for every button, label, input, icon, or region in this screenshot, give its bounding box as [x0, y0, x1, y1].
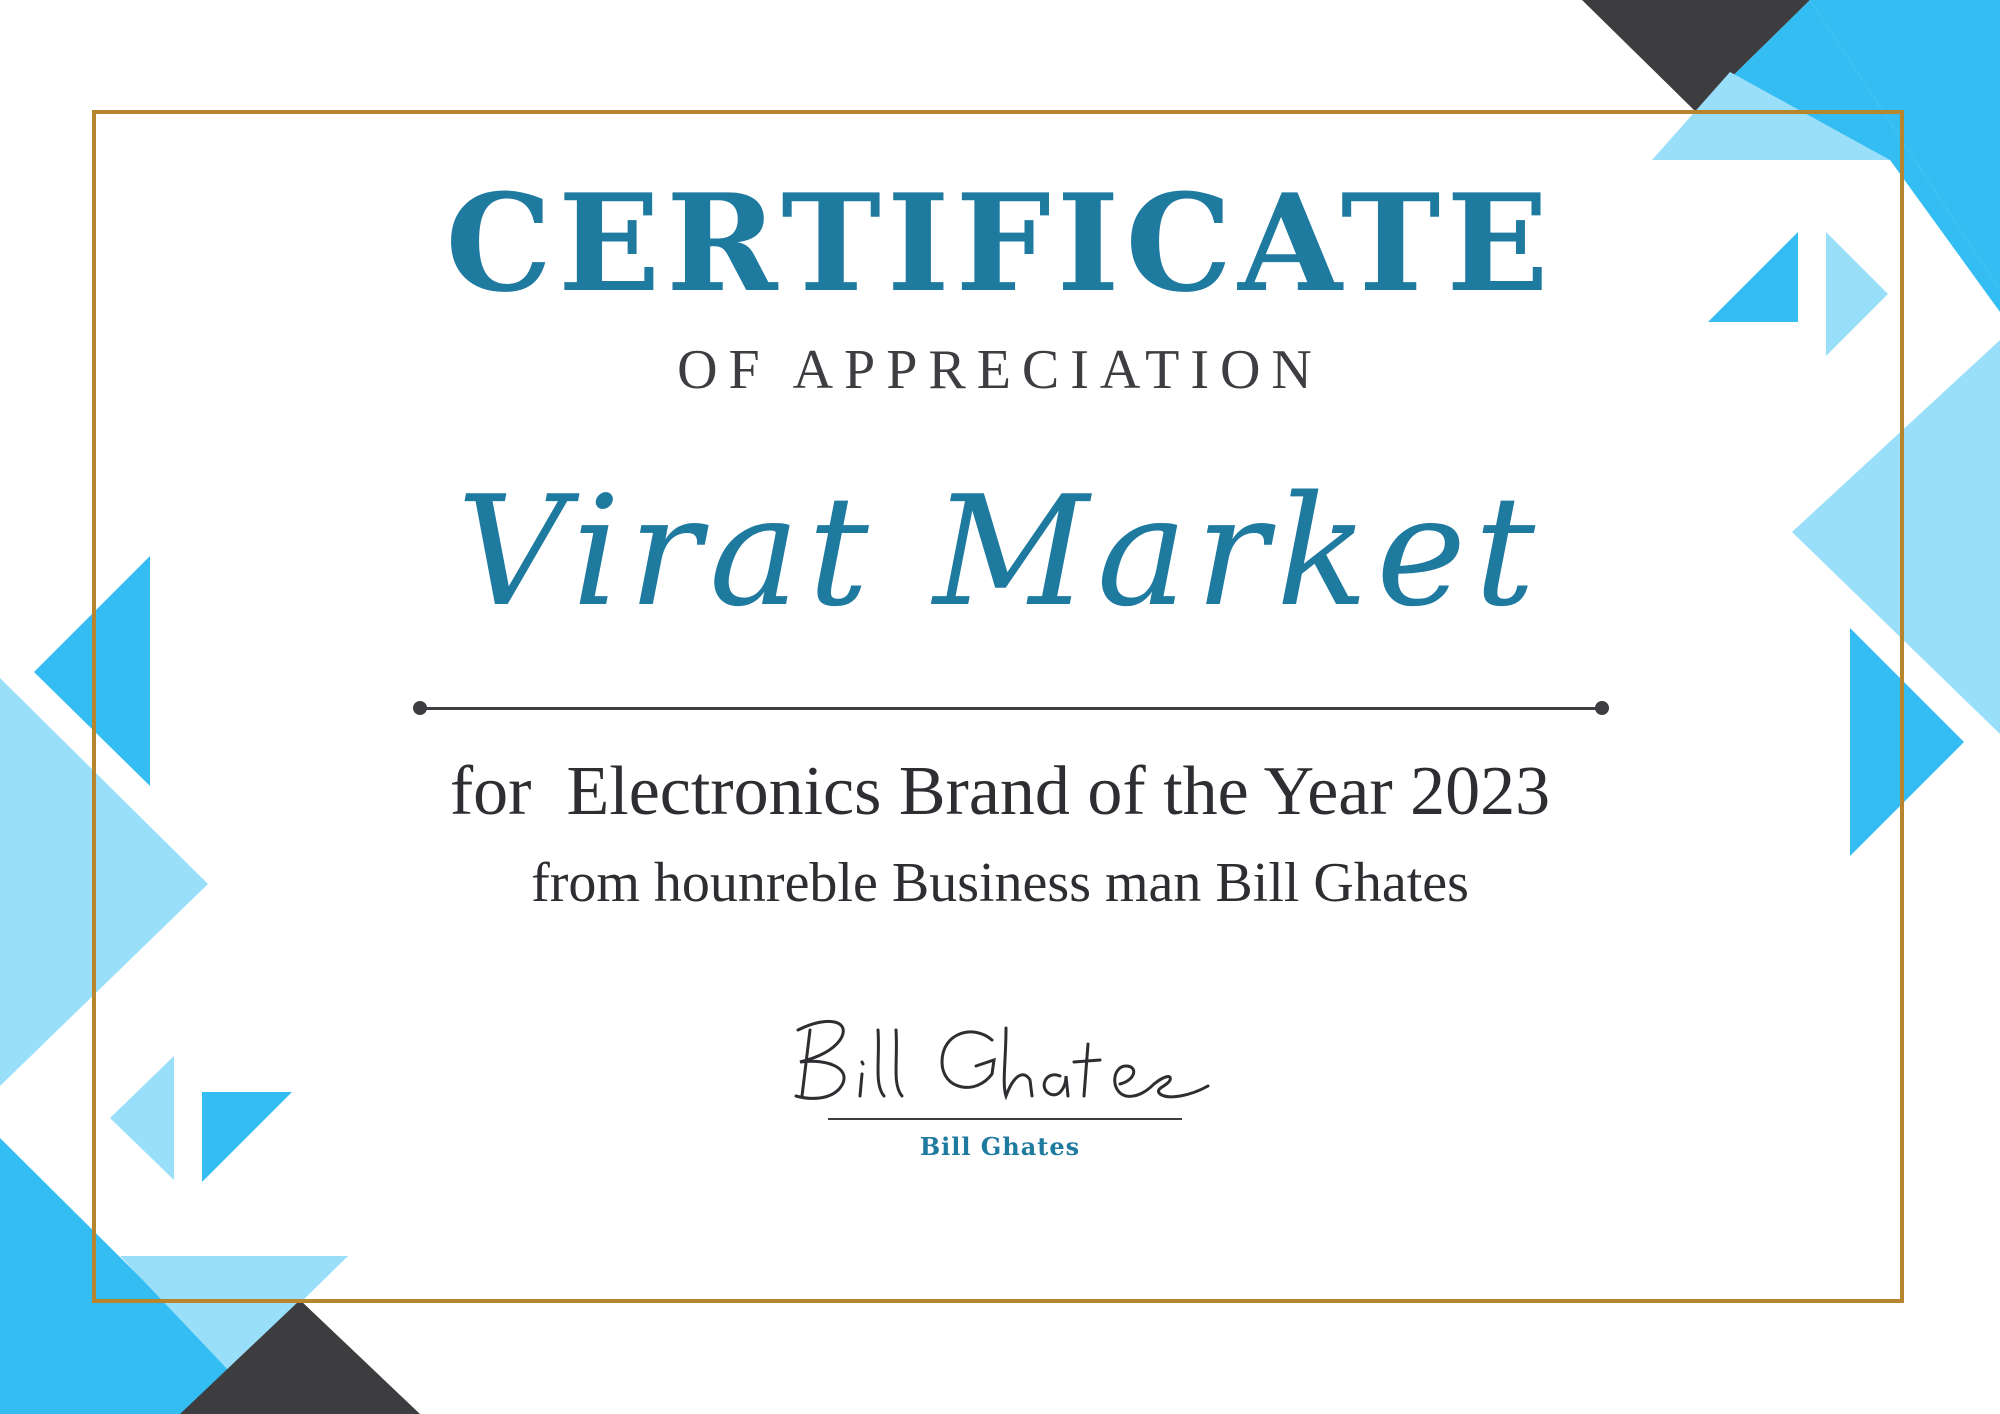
name-divider [420, 707, 1602, 710]
signature-line [828, 1118, 1182, 1120]
recipient-name: Virat Market [456, 463, 1544, 640]
presenter-description: from hounreble Business man Bill Ghates [531, 852, 1469, 914]
certificate-subtitle: OF APPRECIATION [677, 339, 1323, 401]
certificate-title: CERTIFICATE [445, 164, 1555, 322]
signer-name: Bill Ghates [919, 1132, 1081, 1161]
divider-right-dot [1595, 701, 1609, 715]
divider-left-dot [413, 701, 427, 715]
handwritten-signature [770, 1000, 1250, 1120]
award-description: for Electronics Brand of the Year 2023 [449, 753, 1551, 830]
